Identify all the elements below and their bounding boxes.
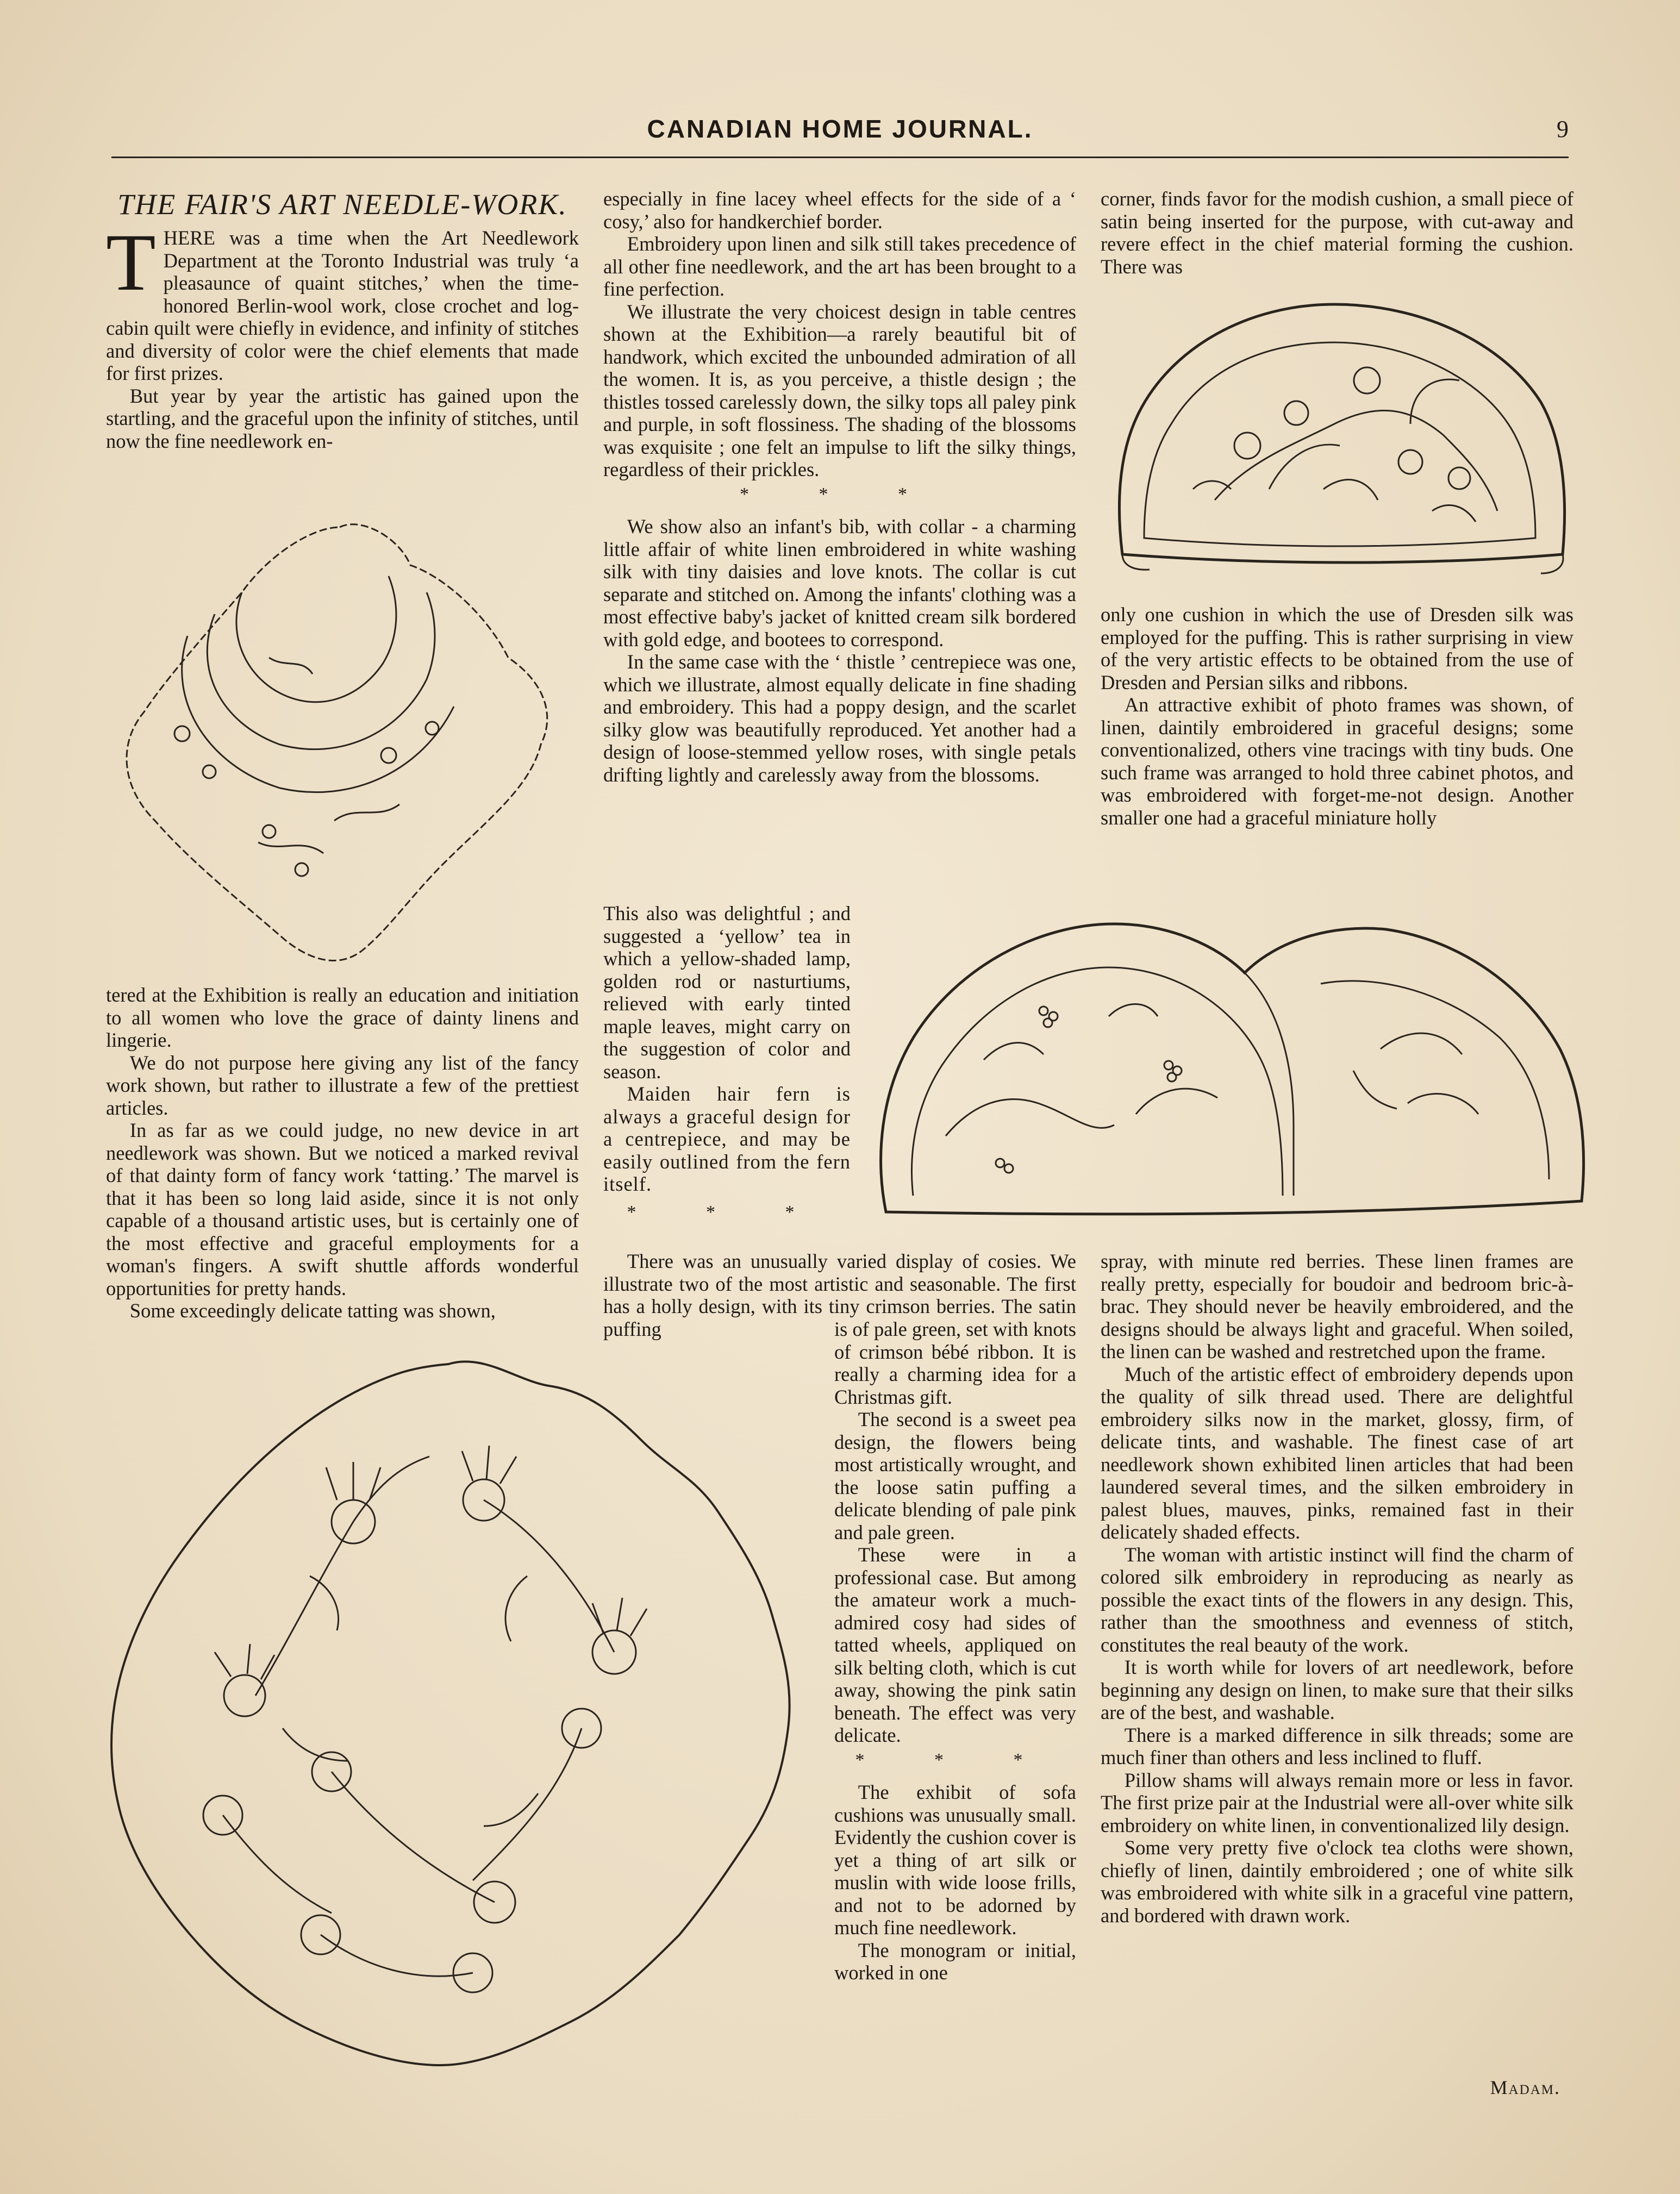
sweet-pea-cosy-drawing <box>1106 283 1573 592</box>
section-separator: * * * <box>855 1749 1056 1770</box>
paragraph: This also was delightful ; and suggested a ‘yellow’ tea in which a yellow-shaded lamp, golden rod or nasturtiums, relieved with early tinted maple leaves, might carry on the suggestion of color and season. <box>603 902 851 1083</box>
paragraph: The exhibit of sofa cushions was unusually small. Evidently the cushion cover is yet a thing of art silk or muslin with wide loose frills, and not to be adorned by much fine needlework. <box>834 1781 1076 1939</box>
section-separator: * * * <box>740 484 940 504</box>
paragraph: tered at the Exhibition is really an education and initiation to all women who love the grace of dainty linens and lingerie. <box>106 984 579 1051</box>
column-2-narrow-lower <box>834 1318 1076 1984</box>
thistle-drawing <box>92 1348 804 2087</box>
paragraph: Maiden hair fern is always a graceful design for a centrepiece, and may be easily outlined from the fern itself. <box>603 1083 851 1195</box>
paragraph: corner, finds favor for the modish cushion, a small piece of satin being inserted for the purpose, with cut-away and revere effect in the chief material forming the cushion. There was <box>1101 187 1573 278</box>
paragraph: only one cushion in which the use of Dresden silk was employed for the puffing. This is rather surprising in view of the very artistic effects to be obtained from the use of Dresden and Persian silks and ribbons. <box>1101 603 1573 693</box>
column-3-middle <box>1101 603 1573 829</box>
paragraph: An attractive exhibit of photo frames was shown, of linen, daintily embroidered in graceful designs; some conventionalized, others vine tracings with tiny buds. One such frame was arranged to hold three cabinet photos, and was embroidered with forget-me-not design. Another smaller one had a graceful miniature holly <box>1101 693 1573 829</box>
paragraph: Embroidery upon linen and silk still takes precedence of all other fine needlework, and the art has been brought to a fine perfection. <box>603 233 1076 300</box>
paragraph: The monogram or initial, worked in one <box>834 1939 1076 1984</box>
paragraph: Some exceedingly delicate tatting was shown, <box>129 1299 496 1322</box>
journal-title: CANADIAN HOME JOURNAL. <box>647 115 1033 143</box>
paragraph: The woman with artistic instinct will find the charm of colored silk embroidery in reproducing as nearly as possible the exact tints of the flowers in any design. This, rather than the smoothness and evenness of stitch, constitutes the real beauty of the work. <box>1101 1543 1573 1656</box>
section-separator: * * * <box>627 1202 827 1222</box>
paragraph: But year by year the artistic has gained upon the startling, and the graceful upon the infinity of stitches, until now the fine needlework en- <box>106 384 579 452</box>
holly-cosy-illustration <box>864 908 1592 1234</box>
paragraph: Much of the artistic effect of embroidery depends upon the quality of silk thread used. There are delightful embroidery silks now in the market, glossy, firm, of delicate tints, and washable. The finest case of art needlework shown exhibited linen articles that had been laundered several times, and the silken embroidery in palest blues, mauves, pinks, remained fast in their delicately shaded effects. <box>1101 1362 1573 1543</box>
column-3-bottom <box>1101 1250 1573 1927</box>
column-2-narrow <box>603 902 851 1233</box>
paragraph: There is a marked difference in silk threads; some are much finer than others and less inclined to fluff. <box>1101 1723 1573 1768</box>
paragraph: The second is a sweet pea design, the flowers being most artistically wrought, and the loose satin puffing a delicate blending of pale pink and pale green. <box>834 1408 1076 1543</box>
column-1-top <box>106 187 579 452</box>
header-rule <box>111 157 1569 158</box>
column-2-top <box>603 187 1076 786</box>
paragraph: In the same case with the ‘ thistle ’ centrepiece was one, which we illustrate, almost equally delicate in fine shading and embroidery. This had a poppy design, and the scarlet silky glow was beautifully reproduced. Yet another had a design of loose-stemmed yellow roses, with single petals drifting lightly and carelessly away from the blossoms. <box>603 651 1076 786</box>
paragraph: We do not purpose here giving any list of the fancy work shown, but rather to illustrate a few of the prettiest articles. <box>106 1051 579 1119</box>
column-1-bottom <box>106 984 579 1322</box>
paragraph: especially in fine lacey wheel effects for the side of a ‘ cosy,’ also for handkerchief border. <box>603 187 1076 233</box>
paragraph: These were in a professional case. But among the amateur work a much-admired cosy had sides of tatted wheels, appliqued on silk belting cloth, which is cut away, showing the pink satin beneath. The effect was very delicate. <box>834 1543 1076 1746</box>
paragraph: It is worth while for lovers of art needlework, before beginning any design on linen, to make sure that their silks are of the best, and washable. <box>1101 1656 1573 1723</box>
paragraph: We illustrate the very choicest design in table centres shown at the Exhibition—a rarely beautiful bit of handwork, which excited the unbounded admiration of all the women. It is, as you perceive, a thistle design ; the thistles tossed carelessly down, the silky tops all paley pink and purple, in soft flossiness. The shading of the blossoms was exquisite ; one felt an impulse to lift the silky things, regardless of their prickles. <box>603 300 1076 480</box>
holly-cosy-drawing <box>864 908 1592 1234</box>
paragraph: There was an unusually varied display of cosies. We illustrate two of the most artistic and seasonable. The first has a holly design, with its tiny crimson berries. The satin puffing <box>603 1250 1076 1340</box>
paragraph: We show also an infant's bib, with collar - a charming little affair of white linen embroidered in white washing silk with tiny daisies and love knots. The collar is cut separate and stitched on. Among the infants' clothing was a most effective baby's jacket of knitted cream silk bordered with gold edge, and bootees to correspond. <box>603 515 1076 651</box>
paragraph: is of pale green, set with knots of crimson bébé ribbon. It is really a charming idea for a Christmas gift. <box>834 1318 1077 1408</box>
paragraph: spray, with minute red berries. These linen frames are really pretty, especially for boudoir and bedroom bric-à-brac. They should never be heavily embroidered, and the designs should be always light and graceful. When soiled, the linen can be washed and restretched upon the frame. <box>1101 1250 1573 1362</box>
opening-paragraph: THERE was a time when the Art Needlework Department at the Toronto Industrial was truly ‘a pleasaunce of quaint stitches,’ when the time-honored Berlin-wool work, close crochet and log-cabin quilt were chiefly in evidence, and infinity of stitches and diversity of color were the chief elements that made for first prizes. <box>106 217 579 384</box>
paragraph: Some very pretty five o'clock tea cloths were shown, chiefly of linen, daintily embroidered ; one of white silk was embroidered with white silk in a graceful vine pattern, and bordered with drawn work. <box>1101 1836 1573 1927</box>
sweet-pea-cosy-illustration <box>1106 283 1573 592</box>
thistle-centrepiece-illustration <box>92 1348 804 2087</box>
page-number: 9 <box>1557 116 1569 142</box>
author-signature: Madam. <box>1490 2077 1560 2098</box>
infant-bib-illustration <box>106 516 579 973</box>
column-3-top <box>1101 187 1573 278</box>
bib-drawing <box>106 516 579 973</box>
drop-cap: T <box>106 217 156 308</box>
article-title: THE FAIR'S ART NEEDLE-WORK. <box>117 188 567 221</box>
paragraph: In as far as we could judge, no new device in art needlework was shown. But we noticed a marked revival of that dainty form of fancy work ‘tatting.’ The marvel is that it has been so long laid aside, since it is not only capable of a thousand artistic uses, but is certainly one of the most effective and graceful employments for a woman's fingers. A swift shuttle affords wonderful opportunities for pretty hands. <box>106 1119 579 1299</box>
paragraph: Pillow shams will always remain more or less in favor. The first prize pair at the Industrial were all-over white silk embroidery on white linen, in conventionalized lily design. <box>1101 1768 1573 1836</box>
